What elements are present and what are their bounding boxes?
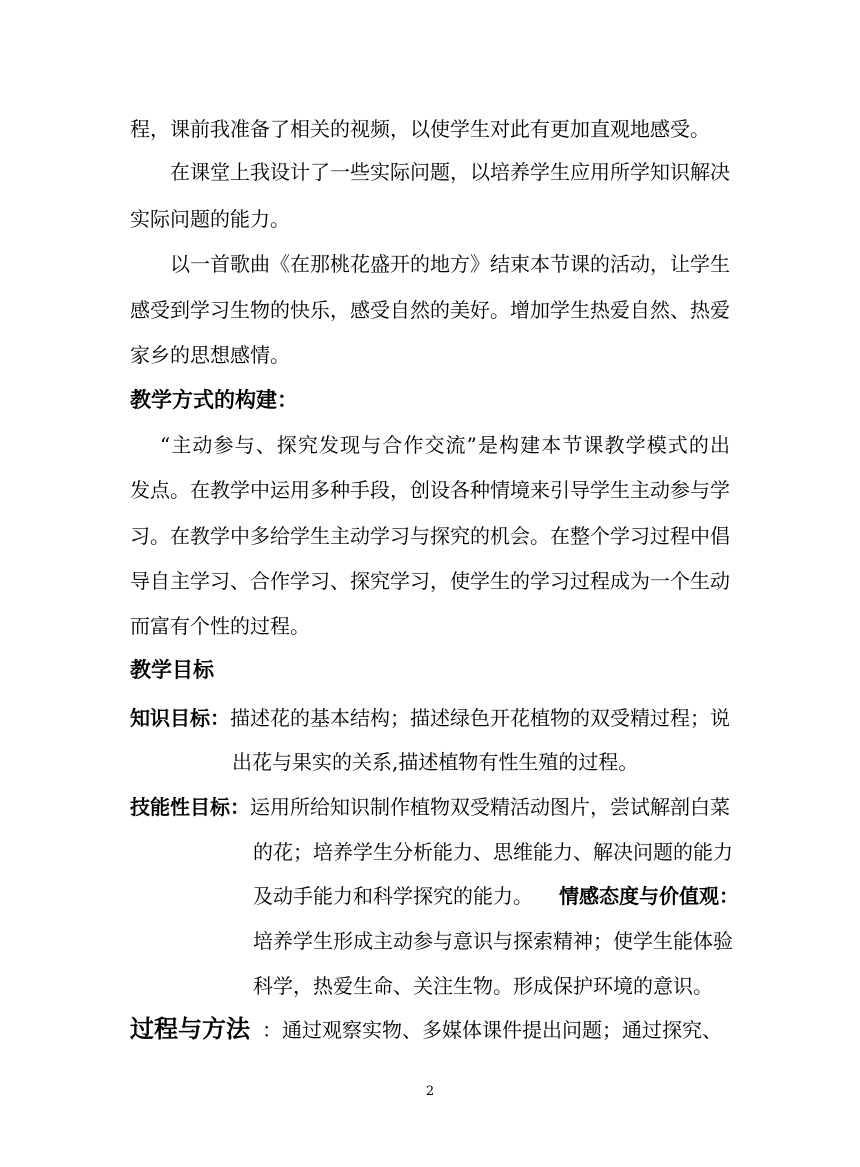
paragraph-line: 在课堂上我设计了一些实际问题，以培养学生应用所学知识解决 [170,160,730,184]
page-number: 2 [425,1084,435,1099]
knowledge-goal-line [130,706,730,730]
paragraph-line: 感受到学习生物的快乐，感受自然的美好。增加学生热爱自然、热爱 [130,298,730,322]
skill-goal-line [130,795,730,819]
paragraph-line: 家乡的思想感情。 [130,343,290,367]
skill-goal-text: 及动手能力和科学探究的能力。 [253,884,533,908]
skill-goal-line: 的花；培养学生分析能力、思维能力、解决问题的能力 [253,840,733,864]
emotion-goal-line: 科学，热爱生命、关注生物。形成保护环境的意识。 [253,974,713,998]
knowledge-goal-line: 出花与果实的关系,描述植物有性生殖的过程。 [232,750,639,774]
emotion-goal-label: 情感态度与价值观： [559,884,739,908]
paragraph-line: 发点。在教学中运用多种手段，创设各种情境来引导学生主动参与学 [130,478,730,502]
paragraph-line: 以一首歌曲《在那桃花盛开的地方》结束本节课的活动，让学生 [170,252,730,276]
paragraph-line: 习。在教学中多给学生主动学习与探究的机会。在整个学习过程中倡 [130,524,730,548]
section-heading-goals: 教学目标 [130,658,214,682]
paragraph-line: 实际问题的能力。 [130,207,290,231]
skill-goal-text: 运用所给知识制作植物双受精活动图片，尝试解剖白菜 [250,795,730,819]
knowledge-goal-text: 描述花的基本结构；描述绿色开花植物的双受精过程；说 [230,706,730,730]
process-goal-text: ：通过观察实物、多媒体课件提出问题；通过探究、 [262,1018,722,1042]
process-goal-label: 过程与方法 [130,1015,250,1043]
section-heading-method: 教学方式的构建： [130,388,298,412]
paragraph-line: 而富有个性的过程。 [130,614,310,638]
paragraph-line: “主动参与、探究发现与合作交流”是构建本节课教学模式的出 [160,433,730,457]
knowledge-goal-label: 知识目标： [130,706,230,730]
emotion-goal-line: 培养学生形成主动参与意识与探索精神；使学生能体验 [253,929,733,953]
skill-goal-label: 技能性目标： [130,795,250,819]
process-goal-line [130,1017,730,1042]
paragraph-line: 程，课前我准备了相关的视频，以使学生对此有更加直观地感受。 [130,117,710,141]
skill-goal-line [253,884,739,908]
paragraph-line: 导自主学习、合作学习、探究学习，使学生的学习过程成为一个生动 [130,569,730,593]
